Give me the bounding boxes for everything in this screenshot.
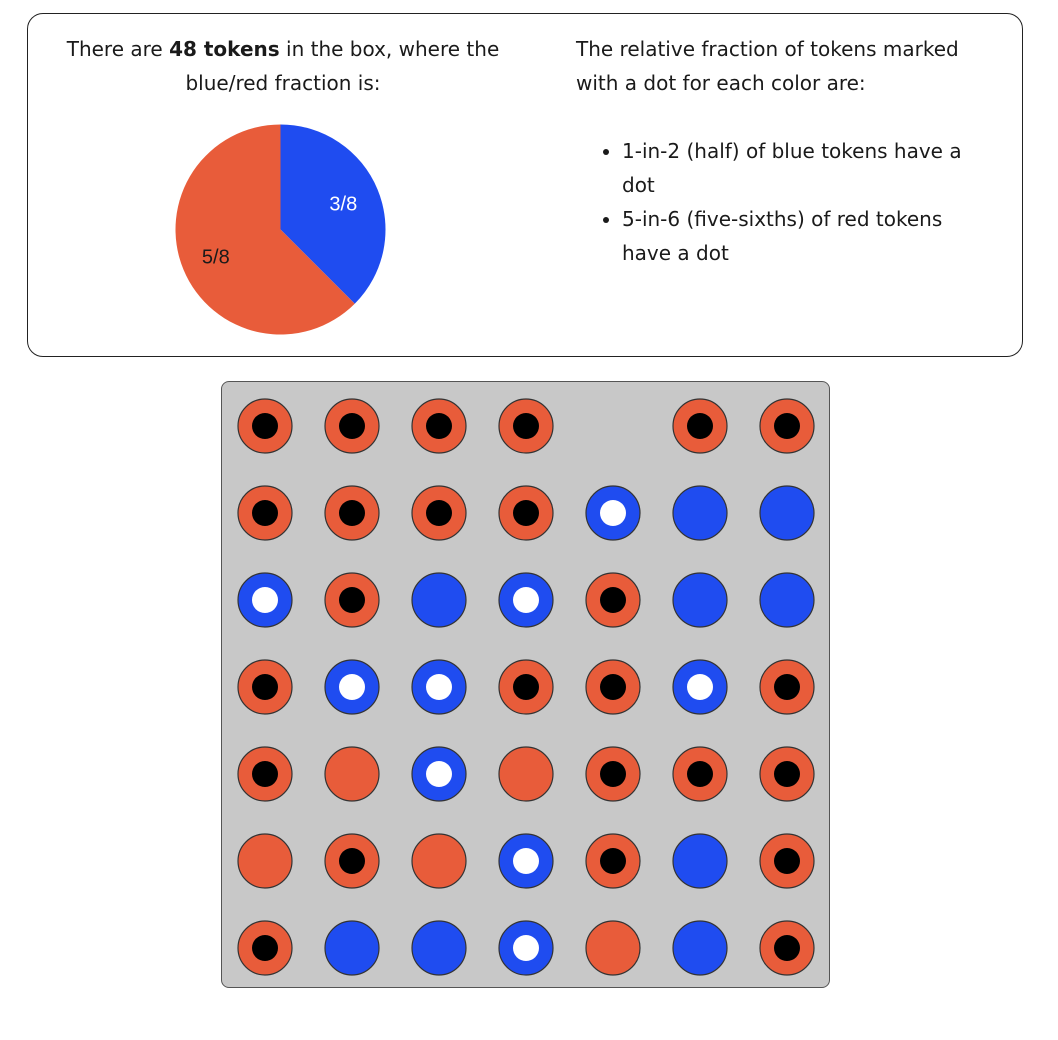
dot-fraction-item-red: • 5-in-6 (five-sixths) of red tokens have a dot: [622, 202, 996, 270]
token-dot: [513, 413, 539, 439]
blue-token: [412, 573, 466, 627]
token-dot: [600, 761, 626, 787]
blue-token: [760, 573, 814, 627]
token-r3-c0: [238, 660, 292, 714]
blue-token: [412, 921, 466, 975]
token-r3-c4: [586, 660, 640, 714]
token-dot: [252, 674, 278, 700]
token-r1-c5: [673, 486, 727, 540]
token-board: [221, 381, 830, 988]
blue-token: [673, 921, 727, 975]
token-r1-c6: [760, 486, 814, 540]
token-r0-c5: [673, 399, 727, 453]
token-dot: [600, 587, 626, 613]
token-dot: [426, 674, 452, 700]
blue-token: [673, 573, 727, 627]
token-dot: [252, 413, 278, 439]
token-dot: [252, 935, 278, 961]
dot-fraction-list: [576, 134, 996, 270]
token-r4-c3: [499, 747, 553, 801]
token-dot: [774, 674, 800, 700]
blue-token: [673, 834, 727, 888]
token-dot: [252, 761, 278, 787]
token-r1-c1: [325, 486, 379, 540]
token-r3-c6: [760, 660, 814, 714]
token-r2-c1: [325, 573, 379, 627]
token-dot: [252, 500, 278, 526]
token-r5-c4: [586, 834, 640, 888]
token-r2-c5: [673, 573, 727, 627]
token-r6-c3: [499, 921, 553, 975]
token-r0-c3: [499, 399, 553, 453]
token-r5-c3: [499, 834, 553, 888]
token-r5-c0: [238, 834, 292, 888]
red-token: [499, 747, 553, 801]
token-dot: [426, 500, 452, 526]
token-r4-c0: [238, 747, 292, 801]
token-dot: [513, 848, 539, 874]
blue-token: [325, 921, 379, 975]
blue-token: [760, 486, 814, 540]
token-r2-c2: [412, 573, 466, 627]
token-r2-c4: [586, 573, 640, 627]
token-r6-c0: [238, 921, 292, 975]
token-r0-c1: [325, 399, 379, 453]
token-r1-c4: [586, 486, 640, 540]
token-r4-c1: [325, 747, 379, 801]
token-dot: [513, 935, 539, 961]
token-dot: [600, 848, 626, 874]
red-token: [325, 747, 379, 801]
token-r1-c3: [499, 486, 553, 540]
token-dot: [513, 500, 539, 526]
red-token: [238, 834, 292, 888]
token-dot: [252, 587, 278, 613]
token-r3-c2: [412, 660, 466, 714]
token-r4-c2: [412, 747, 466, 801]
token-r6-c1: [325, 921, 379, 975]
token-dot: [774, 761, 800, 787]
token-r2-c3: [499, 573, 553, 627]
token-r6-c5: [673, 921, 727, 975]
token-dot: [339, 500, 365, 526]
token-r4-c5: [673, 747, 727, 801]
red-token: [412, 834, 466, 888]
token-r6-c4: [586, 921, 640, 975]
pie-label-0: 3/8: [329, 193, 358, 216]
token-r3-c1: [325, 660, 379, 714]
token-r5-c1: [325, 834, 379, 888]
blue-token: [673, 486, 727, 540]
token-count-text: [58, 32, 508, 100]
token-r2-c6: [760, 573, 814, 627]
info-panel: [27, 13, 1023, 357]
token-r3-c5: [673, 660, 727, 714]
token-r5-c2: [412, 834, 466, 888]
token-r0-c2: [412, 399, 466, 453]
token-r2-c0: [238, 573, 292, 627]
token-dot: [774, 848, 800, 874]
token-dot: [513, 674, 539, 700]
token-r3-c3: [499, 660, 553, 714]
token-r6-c2: [412, 921, 466, 975]
token-dot: [600, 500, 626, 526]
token-dot: [513, 587, 539, 613]
token-dot: [339, 413, 365, 439]
token-dot: [426, 761, 452, 787]
token-count-suffix: in the box, where the blue/red fraction is:: [185, 37, 500, 95]
token-r1-c0: [238, 486, 292, 540]
token-dot: [687, 674, 713, 700]
dot-fraction-text: [576, 32, 996, 270]
token-dot: [600, 674, 626, 700]
token-dot: [339, 587, 365, 613]
token-dot: [687, 413, 713, 439]
token-dot: [774, 935, 800, 961]
token-dot: [426, 413, 452, 439]
token-r1-c2: [412, 486, 466, 540]
token-r0-c6: [760, 399, 814, 453]
token-r4-c6: [760, 747, 814, 801]
token-dot: [339, 674, 365, 700]
token-count-prefix: There are: [66, 37, 170, 61]
pie-label-1: 5/8: [201, 246, 230, 269]
token-r4-c4: [586, 747, 640, 801]
dot-fraction-item-blue: • 1-in-2 (half) of blue tokens have a dot: [622, 134, 996, 202]
token-count-bold: 48 tokens: [169, 37, 280, 61]
red-token: [586, 921, 640, 975]
token-dot: [339, 848, 365, 874]
token-dot: [774, 413, 800, 439]
token-r6-c6: [760, 921, 814, 975]
token-r0-c0: [238, 399, 292, 453]
token-dot: [687, 761, 713, 787]
fraction-pie-chart: [173, 122, 388, 337]
dot-fraction-intro: The relative fraction of tokens marked with a dot for each color are:: [576, 37, 959, 95]
token-r5-c6: [760, 834, 814, 888]
token-r5-c5: [673, 834, 727, 888]
